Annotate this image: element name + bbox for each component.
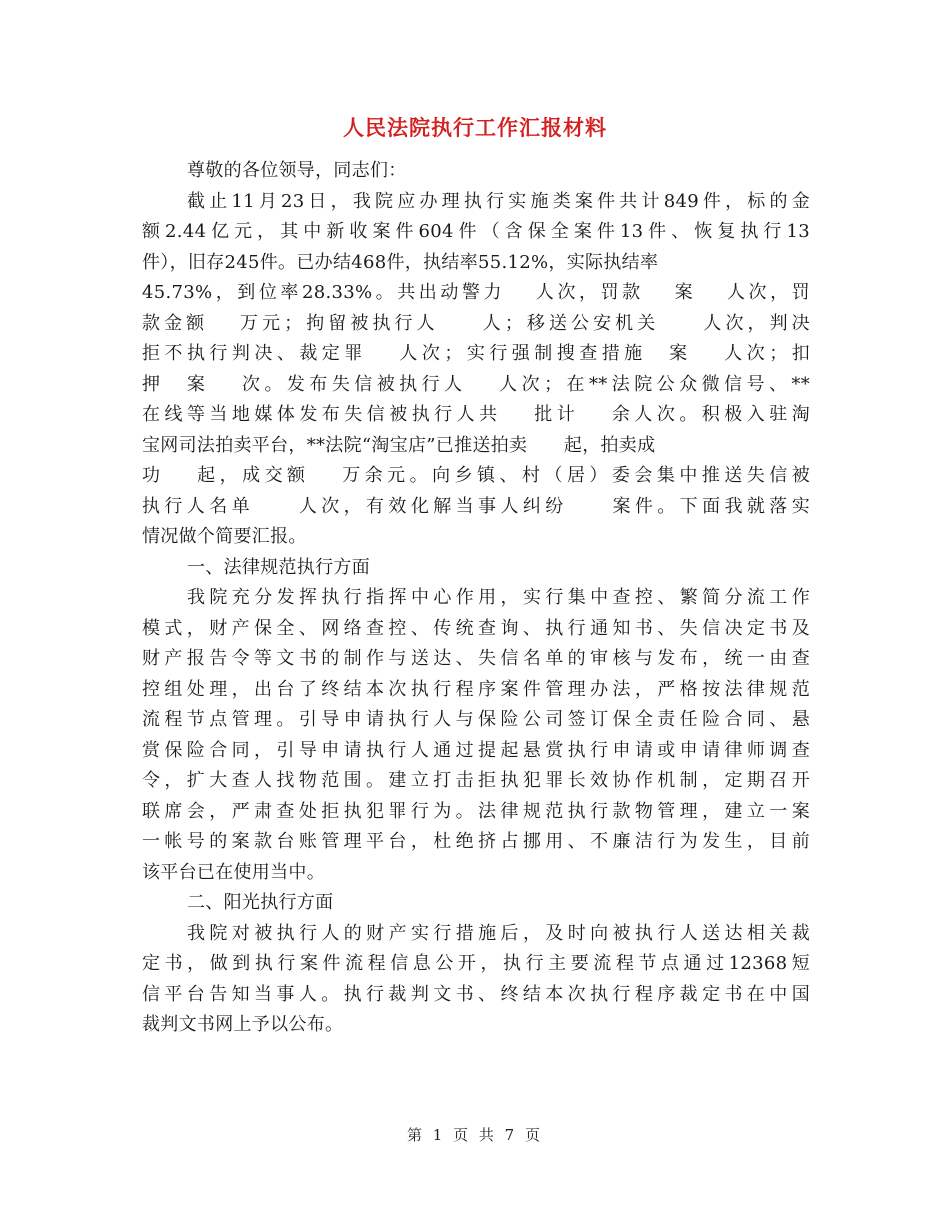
paragraph-line: 我院充分发挥执行指挥中心作用，实行集中查控、繁简分流工作 bbox=[187, 587, 810, 608]
paragraph-line: 功 起，成交额 万余元。向乡镇、村（居）委会集中推送失信被 bbox=[142, 465, 810, 486]
paragraph-line: 控组处理，出台了终结本次执行程序案件管理办法，严格按法律规范 bbox=[142, 678, 810, 700]
paragraph-line: 情况做个简要汇报。 bbox=[142, 526, 307, 547]
salutation: 尊敬的各位领导，同志们： bbox=[187, 160, 407, 181]
paragraph-line: 宝网司法拍卖平台，**法院“淘宝店”已推送拍卖 起，拍卖成 bbox=[142, 434, 656, 456]
document-title: 人民法院执行工作汇报材料 bbox=[343, 115, 607, 140]
paragraph-line: 流程节点管理。引导申请执行人与保险公司签订保全责任险合同、悬 bbox=[142, 709, 810, 730]
paragraph-line: 信平台告知当事人。执行裁判文书、终结本次执行程序裁定书在中国 bbox=[142, 983, 810, 1005]
paragraph-line: 押 案 次。发布失信被执行人 人次；在**法院公众微信号、** bbox=[142, 373, 810, 395]
paragraph-line: 一帐号的案款台账管理平台，杜绝挤占挪用、不廉洁行为发生，目前 bbox=[142, 831, 810, 852]
page-number: 第 1 页 共 7 页 bbox=[407, 1126, 543, 1144]
paragraph-line: 截止11月23日，我院应办理执行实施类案件共计849件，标的金 bbox=[187, 190, 810, 212]
paragraph-line: 件），旧存245件。已办结468件，执结率55.12%，实际执结率 bbox=[142, 251, 659, 273]
paragraph-line: 拒不执行判决、裁定罪 人次；实行强制搜查措施 案 人次；扣 bbox=[142, 343, 810, 364]
section-heading: 一、法律规范执行方面 bbox=[187, 556, 370, 578]
paragraph-line: 执行人名单 人次，有效化解当事人纠纷 案件。下面我就落实 bbox=[142, 495, 810, 517]
paragraph-line: 额2.44亿元，其中新收案件604件（含保全案件13件、恢复执行13 bbox=[142, 221, 810, 242]
section-heading: 二、阳光执行方面 bbox=[187, 892, 334, 913]
paragraph-line: 赏保险合同，引导申请执行人通过提起悬赏执行申请或申请律师调查 bbox=[142, 739, 810, 761]
paragraph-line: 该平台已在使用当中。 bbox=[142, 861, 325, 883]
paragraph-line: 我院对被执行人的财产实行措施后，及时向被执行人送达相关裁 bbox=[187, 922, 810, 944]
paragraph-line: 45.73%，到位率28.33%。共出动警力 人次，罚款 案 人次，罚 bbox=[142, 282, 810, 303]
paragraph-line: 财产报告令等文书的制作与送达、失信名单的审核与发布，统一由查 bbox=[142, 648, 810, 669]
paragraph-line: 模式，财产保全、网络查控、传统查询、执行通知书、失信决定书及 bbox=[142, 617, 810, 639]
paragraph-line: 联席会，严肃查处拒执犯罪行为。法律规范执行款物管理，建立一案 bbox=[142, 800, 810, 822]
paragraph-line: 裁判文书网上予以公布。 bbox=[142, 1014, 344, 1035]
document-body bbox=[142, 156, 810, 1041]
paragraph-line: 令，扩大查人找物范围。建立打击拒执犯罪长效协作机制，定期召开 bbox=[142, 770, 810, 791]
paragraph-line: 款金额 万元；拘留被执行人 人；移送公安机关 人次，判决 bbox=[142, 312, 810, 334]
paragraph-line: 定书，做到执行案件流程信息公开，执行主要流程节点通过12368短 bbox=[142, 953, 810, 974]
paragraph-line: 在线等当地媒体发布失信被执行人共 批计 余人次。积极入驻淘 bbox=[142, 404, 810, 425]
